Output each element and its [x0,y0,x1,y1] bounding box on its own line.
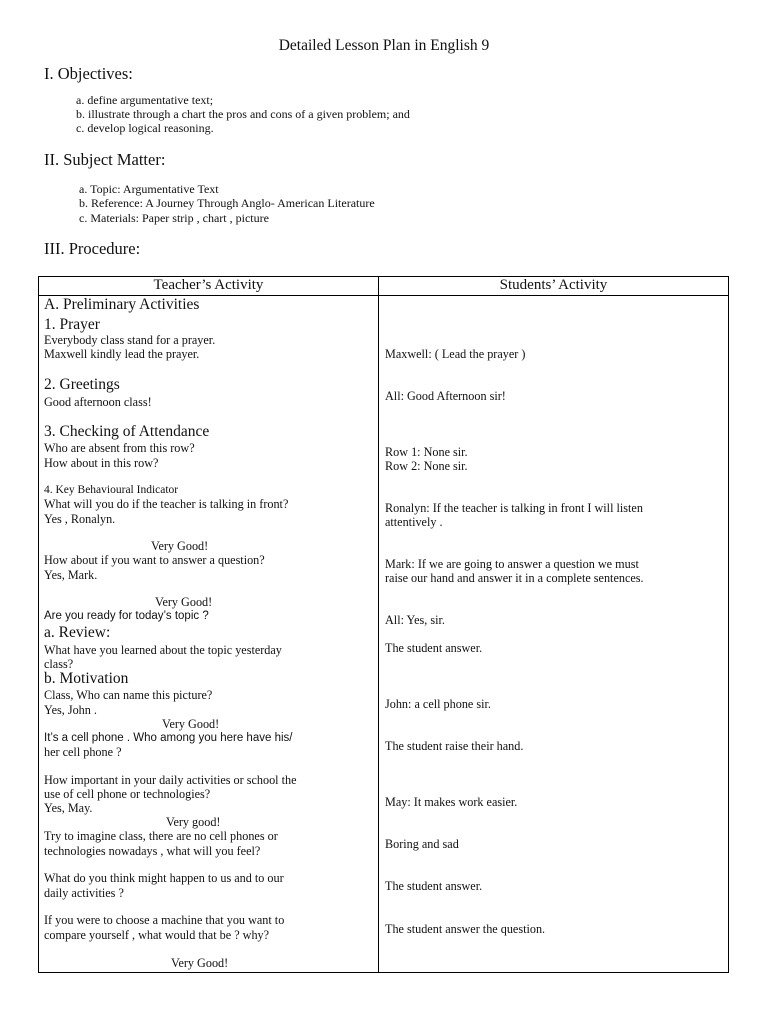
teacher-line: It’s a cell phone . Who among you here have his/ [44,732,293,744]
student-response: John: a cell phone sir. [385,697,491,711]
teacher-line: Maxwell kindly lead the prayer. [44,347,200,361]
teacher-line: Are you ready for today’s topic ? [44,610,209,622]
subject-matter-heading: II. Subject Matter: [44,150,166,169]
section-heading: 4. Key Behavioural Indicator [44,484,179,496]
student-response: raise our hand and answer it in a complete sentences. [385,571,644,585]
teacher-line: What will you do if the teacher is talking in front? [44,497,289,511]
section-heading: 1. Prayer [44,316,100,333]
teacher-line: technologies nowadays , what will you feel? [44,844,261,858]
student-response: The student answer the question. [385,922,546,936]
student-response: All: Yes, sir. [385,613,445,627]
teacher-line: daily activities ? [44,886,124,900]
teacher-line: Yes, Mark. [44,568,98,582]
student-response: Row 2: None sir. [385,459,468,473]
students-activity-header: Students’ Activity [499,277,608,293]
teacher-line: Yes , Ronalyn. [44,512,116,526]
section-heading: A. Preliminary Activities [44,296,200,313]
procedure-heading: III. Procedure: [44,239,141,258]
student-response: May: It makes work easier. [385,795,518,809]
section-heading: 3. Checking of Attendance [44,423,210,440]
praise-line: Very Good! [155,595,213,609]
teacher-activity-header: Teacher’s Activity [153,277,264,293]
teacher-line: Who are absent from this row? [44,441,195,455]
teacher-line: If you were to choose a machine that you want to [44,913,285,927]
student-response: All: Good Afternoon sir! [385,389,506,403]
objective-item: c. develop logical reasoning. [76,121,214,135]
section-heading: 2. Greetings [44,376,120,393]
student-response: attentively . [385,515,443,529]
teacher-line: How important in your daily activities or school the [44,773,297,787]
praise-line: Very Good! [162,717,220,731]
section-heading: a. Review: [44,624,111,641]
subject-matter-item: a. Topic: Argumentative Text [79,182,219,196]
student-response: The student answer. [385,641,483,655]
teacher-line: her cell phone ? [44,745,122,759]
student-response: Mark: If we are going to answer a question we must [385,557,639,571]
praise-line: Very good! [166,815,221,829]
teacher-line: compare yourself , what would that be ? why? [44,928,270,942]
column-divider [378,277,379,972]
teacher-line: class? [44,657,74,671]
student-response: The student raise their hand. [385,739,524,753]
objective-item: b. illustrate through a chart the pros and cons of a given problem; and [76,107,410,121]
teacher-line: How about if you want to answer a question? [44,553,265,567]
teacher-line: Yes, John . [44,703,97,717]
student-response: Boring and sad [385,837,459,851]
subject-matter-item: c. Materials: Paper strip , chart , picture [79,211,269,225]
teacher-line: Yes, May. [44,801,93,815]
teacher-line: What have you learned about the topic yesterday [44,643,282,657]
praise-line: Very Good! [171,956,229,970]
teacher-line: How about in this row? [44,456,159,470]
document-title: Detailed Lesson Plan in English 9 [278,37,490,54]
student-response: The student answer. [385,879,483,893]
objective-item: a. define argumentative text; [76,93,214,107]
student-response: Maxwell: ( Lead the prayer ) [385,347,526,361]
activity-table [38,276,729,973]
teacher-line: Try to imagine class, there are no cell phones or [44,829,278,843]
teacher-line: Everybody class stand for a prayer. [44,333,216,347]
teacher-line: Good afternoon class! [44,395,152,409]
student-response: Row 1: None sir. [385,445,468,459]
section-heading: b. Motivation [44,670,129,687]
objectives-heading: I. Objectives: [44,64,133,83]
student-response: Ronalyn: If the teacher is talking in front I will listen [385,501,643,515]
teacher-line: Class, Who can name this picture? [44,688,213,702]
praise-line: Very Good! [151,539,209,553]
subject-matter-item: b. Reference: A Journey Through Anglo- American Literature [79,196,375,210]
teacher-line: use of cell phone or technologies? [44,787,211,801]
teacher-line: What do you think might happen to us and to our [44,871,284,885]
